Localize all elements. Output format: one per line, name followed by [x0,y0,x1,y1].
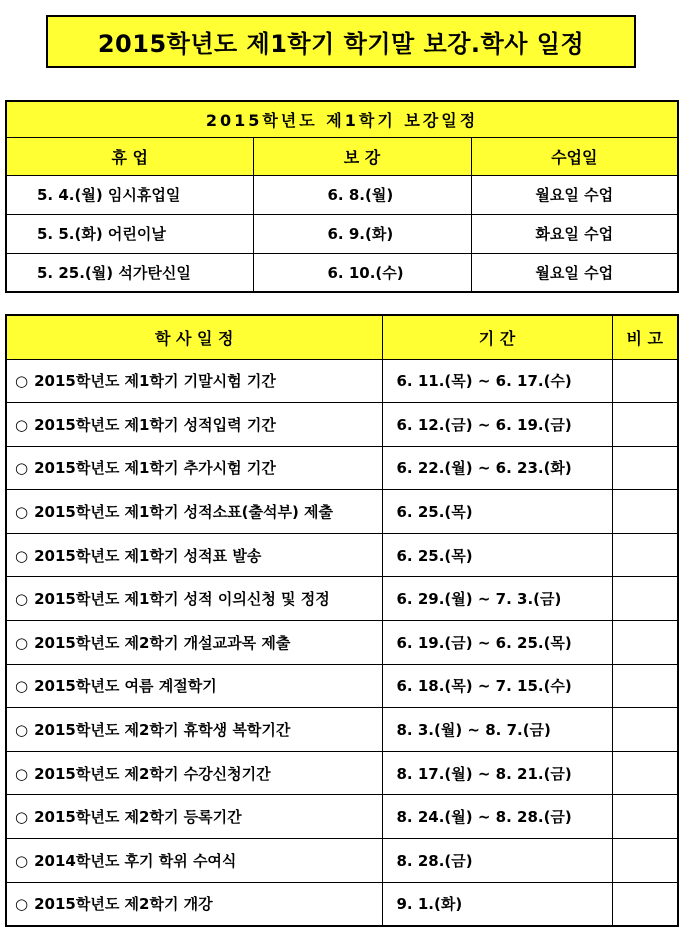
event-cell [6,577,382,621]
event-cell [6,359,382,403]
event-label: 2015학년도 제2학기 개설교과목 제출 [34,633,291,652]
event-label: 2015학년도 제2학기 휴학생 복학기간 [34,721,291,740]
event-cell [6,446,382,490]
event-label: 2015학년도 제2학기 수강신청기간 [34,764,271,783]
event-cell [6,708,382,752]
event-label: 2015학년도 제1학기 성적입력 기간 [34,415,276,434]
note-cell [612,490,678,534]
period-cell: 8. 3.(월) ~ 8. 7.(금) [382,708,612,752]
circle-bullet-icon: ○ [15,633,29,652]
note-cell [612,664,678,708]
table-row [6,533,678,577]
event-label: 2015학년도 제1학기 성적 이의신청 및 정정 [34,590,330,609]
note-cell [612,577,678,621]
period-cell: 6. 18.(목) ~ 7. 15.(수) [382,664,612,708]
note-cell [612,446,678,490]
circle-bullet-icon: ○ [15,503,29,522]
table-row [6,664,678,708]
circle-bullet-icon: ○ [15,546,29,565]
note-cell [612,533,678,577]
period-cell: 6. 22.(월) ~ 6. 23.(화) [382,446,612,490]
event-cell [6,490,382,534]
table-row [6,359,678,403]
class-day-cell: 월요일 수업 [471,253,678,292]
note-cell [612,839,678,883]
table-row [6,175,678,214]
period-cell: 6. 12.(금) ~ 6. 19.(금) [382,403,612,447]
note-cell [612,795,678,839]
event-cell [6,533,382,577]
header-makeup: 보 강 [253,137,471,175]
circle-bullet-icon: ○ [15,590,29,609]
period-cell: 8. 28.(금) [382,839,612,883]
event-label: 2015학년도 제2학기 개강 [34,895,213,914]
event-cell [6,839,382,883]
academic-schedule-table [5,314,679,927]
table-row [6,253,678,292]
table-row [6,839,678,883]
page-title: 2015학년도 제1학기 학기말 보강.학사 일정 [46,15,636,68]
circle-bullet-icon: ○ [15,808,29,827]
circle-bullet-icon: ○ [15,459,29,478]
event-cell [6,882,382,926]
period-cell: 6. 25.(목) [382,490,612,534]
table-row [6,577,678,621]
period-cell: 6. 11.(목) ~ 6. 17.(수) [382,359,612,403]
event-label: 2015학년도 제1학기 성적소표(출석부) 제출 [34,503,334,522]
header-class-day: 수업일 [471,137,678,175]
event-cell [6,795,382,839]
makeup-cell: 6. 10.(수) [253,253,471,292]
period-cell: 8. 17.(월) ~ 8. 21.(금) [382,751,612,795]
header-note: 비 고 [612,315,678,359]
event-label: 2015학년도 제2학기 등록기간 [34,808,242,827]
makeup-schedule-table [5,100,679,293]
note-cell [612,882,678,926]
table-row [6,708,678,752]
header-closure: 휴 업 [6,137,253,175]
event-label: 2014학년도 후기 학위 수여식 [34,851,237,870]
circle-bullet-icon: ○ [15,895,29,914]
header-period: 기 간 [382,315,612,359]
circle-bullet-icon: ○ [15,415,29,434]
table-row [6,795,678,839]
circle-bullet-icon: ○ [15,721,29,740]
table-row [6,214,678,253]
class-day-cell: 월요일 수업 [471,175,678,214]
event-cell [6,403,382,447]
period-cell: 9. 1.(화) [382,882,612,926]
table-row [6,446,678,490]
circle-bullet-icon: ○ [15,764,29,783]
note-cell [612,751,678,795]
table-row [6,490,678,534]
closure-cell: 5. 4.(월) 임시휴업일 [6,175,253,214]
makeup-table-caption: 2015학년도 제1학기 보강일정 [6,101,678,137]
table-row [6,751,678,795]
event-cell [6,751,382,795]
header-event: 학 사 일 정 [6,315,382,359]
period-cell: 6. 25.(목) [382,533,612,577]
closure-cell: 5. 25.(월) 석가탄신일 [6,253,253,292]
event-cell [6,621,382,665]
event-label: 2015학년도 제1학기 성적표 발송 [34,546,262,565]
event-label: 2015학년도 제1학기 기말시험 기간 [34,372,276,391]
makeup-cell: 6. 8.(월) [253,175,471,214]
period-cell: 8. 24.(월) ~ 8. 28.(금) [382,795,612,839]
event-label: 2015학년도 제1학기 추가시험 기간 [34,459,276,478]
note-cell [612,708,678,752]
note-cell [612,621,678,665]
class-day-cell: 화요일 수업 [471,214,678,253]
table-row [6,403,678,447]
table-row [6,882,678,926]
circle-bullet-icon: ○ [15,677,29,696]
event-cell [6,664,382,708]
circle-bullet-icon: ○ [15,372,29,391]
note-cell [612,359,678,403]
period-cell: 6. 19.(금) ~ 6. 25.(목) [382,621,612,665]
table-row [6,621,678,665]
closure-cell: 5. 5.(화) 어린이날 [6,214,253,253]
period-cell: 6. 29.(월) ~ 7. 3.(금) [382,577,612,621]
makeup-cell: 6. 9.(화) [253,214,471,253]
event-label: 2015학년도 여름 계절학기 [34,677,217,696]
note-cell [612,403,678,447]
circle-bullet-icon: ○ [15,851,29,870]
